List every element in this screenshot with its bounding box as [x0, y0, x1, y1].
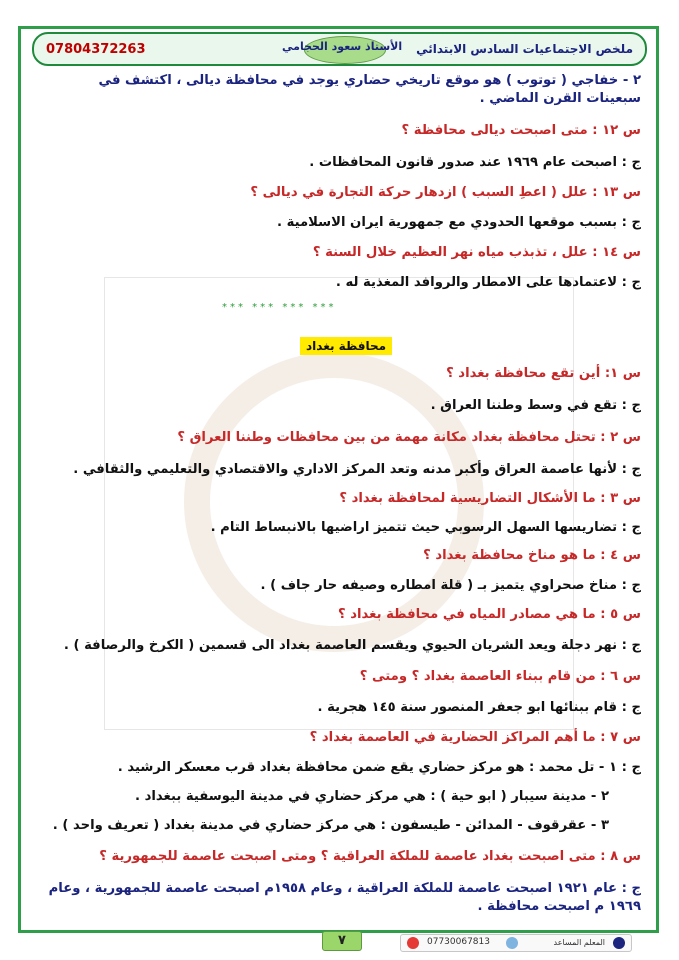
- question-line: س ٧ : ما أهم المراكز الحضارية في العاصمة بغداد ؟: [309, 730, 641, 745]
- answer-line: ج : عام ١٩٢١ اصبحت عاصمة للملكة العراقية ، وعام ١٩٥٨م اصبحت عاصمة للجمهورية ، وعام ١٩٦٩ م اصبحت محافظة .: [48, 881, 641, 914]
- question-line: س ١٤ : علل ، تذبذب مياه نهر العظيم خلال السنة ؟: [312, 245, 641, 260]
- question-line: س ١٣ : علل ( اعطِ السبب ) ازدهار حركة التجارة في ديالى ؟: [250, 185, 641, 200]
- question-line: س ١: أين تقع محافظة بغداد ؟: [446, 366, 641, 381]
- answer-line: ج : بسبب موقعها الحدودي مع جمهورية ايران الاسلامية .: [277, 215, 641, 230]
- header-teacher: الأستاذ سعود الحجامي: [282, 40, 403, 53]
- answer-line: ٣ - عقرقوف - المدائن - طيسفون : هي مركز حضاري في مدينة بغداد ( تعريف واحد ) .: [52, 818, 609, 833]
- question-line: س ٢ : تحتل محافظة بغداد مكانة مهمة من بين محافظات وطننا العراق ؟: [177, 430, 641, 445]
- answer-line: ج : اصبحت عام ١٩٦٩ عند صدور قانون المحافظات .: [309, 155, 641, 170]
- answer-line: ج : ١ - تل محمد : هو مركز حضاري يقع ضمن محافظة بغداد قرب معسكر الرشيد .: [117, 760, 641, 775]
- question-line: س ٤ : ما هو مناخ محافظة بغداد ؟: [423, 548, 641, 563]
- page-number: ٧: [322, 931, 362, 951]
- answer-line: ج : نهر دجلة ويعد الشريان الحيوي ويقسم العاصمة بغداد الى قسمين ( الكرخ والرصافة ) .: [63, 638, 641, 653]
- question-line: س ٥ : ما هي مصادر المياه في محافظة بغداد ؟: [338, 607, 641, 622]
- answer-line: ج : لاعتمادها على الامطار والروافد المغذية له .: [335, 275, 641, 290]
- question-line: س ١٢ : متى اصبحت ديالى محافظة ؟: [401, 123, 641, 138]
- page-header: [32, 32, 647, 66]
- footer-teacher: المعلم المساعد: [553, 938, 605, 947]
- question-line: س ٦ : من قام ببناء العاصمة بغداد ؟ ومتى ؟: [359, 669, 641, 684]
- footer-phone: 07730067813: [427, 937, 490, 947]
- answer-line: ج : لأنها عاصمة العراق وأكبر مدنه وتعد المركز الاداري والاقتصادي والتعليمي والثقافي .: [73, 462, 641, 477]
- footer-banner: [400, 934, 632, 952]
- answer-line: ج : قام ببنائها ابو جعفر المنصور سنة ١٤٥ هجرية .: [317, 700, 641, 715]
- answer-line: ج : مناخ صحراوي يتميز بـ ( قلة امطاره وصيفه حار جاف ) .: [260, 578, 641, 593]
- answer-line: ج : تقع في وسط وطننا العراق .: [430, 398, 641, 413]
- header-phone: 07804372263: [46, 42, 146, 57]
- answer-line: ج : تضاريسها السهل الرسوبي حيث تتميز اراضيها بالانبساط التام .: [210, 520, 641, 535]
- contact-icon: [407, 937, 419, 949]
- question-line: س ٣ : ما الأشكال التضاريسية لمحافظة بغداد ؟: [339, 491, 641, 506]
- logo-icon: [506, 937, 518, 949]
- header-subject: ملخص الاجتماعيات السادس الابتدائي: [416, 42, 633, 56]
- brand-icon: [613, 937, 625, 949]
- decorative-stars: *** *** *** ***: [222, 302, 337, 313]
- section-title: محافظة بغداد: [300, 337, 392, 355]
- answer-line: ٢ - خفاجي ( توتوب ) هو موقع تاريخي حضاري يوجد في محافظة ديالى ، اكتشف في سبعينات القرن الماضي .: [98, 73, 641, 106]
- answer-line: ٢ - مدينة سيبار ( ابو حية ) : هي مركز حضاري في مدينة اليوسفية ببغداد .: [135, 789, 609, 804]
- question-line: س ٨ : متى اصبحت بغداد عاصمة للملكة العراقية ؟ ومتى اصبحت عاصمة للجمهورية ؟: [99, 849, 641, 864]
